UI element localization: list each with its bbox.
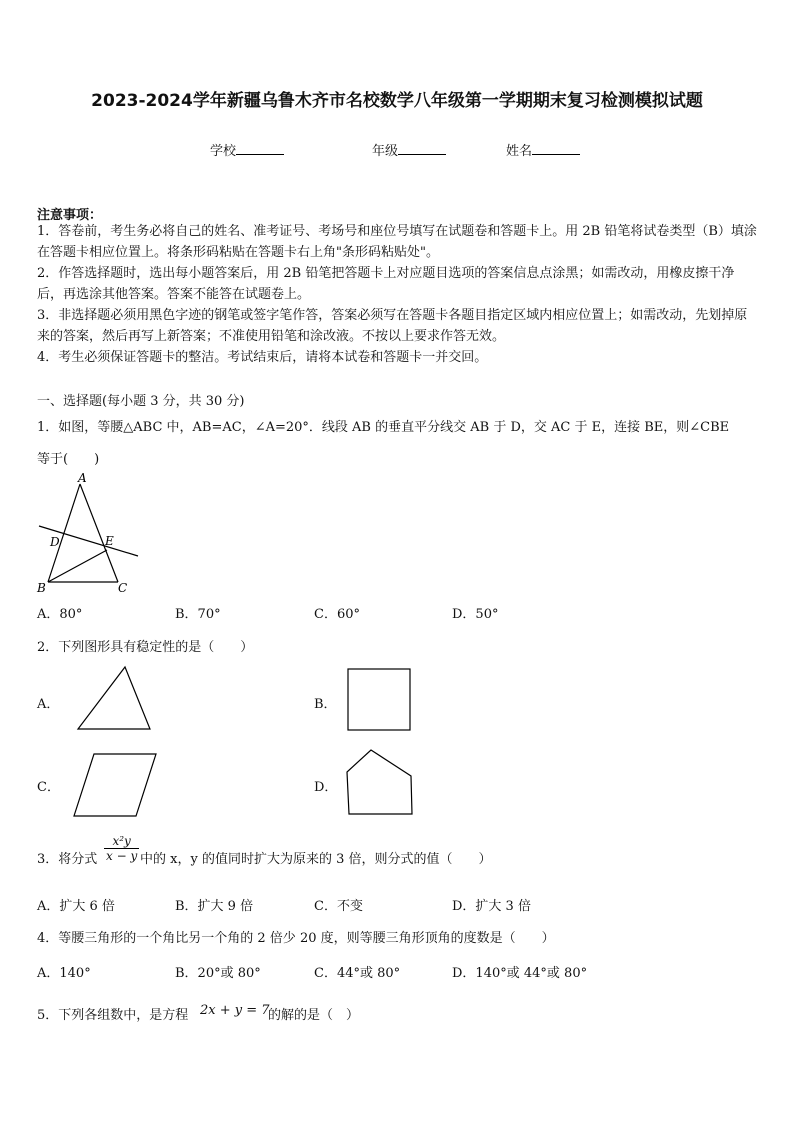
school-field bbox=[210, 140, 284, 159]
q3-option-c[interactable]: C．不变 bbox=[314, 899, 363, 914]
name-field bbox=[506, 140, 580, 159]
q3-fraction-numerator: x²y bbox=[104, 834, 139, 849]
q2-option-d-label[interactable]: D． bbox=[314, 780, 338, 795]
grade-label: 年级 bbox=[372, 144, 399, 159]
q1-option-d[interactable]: D．50° bbox=[452, 607, 499, 622]
notice-item-3: 3．非选择题必须用黑色字迹的钢笔或签字笔作答，答案必须写在答题卡各题目指定区域内相应位置上；如需改动，先划掉原来的答案，然后再写上新答案；不准使用铅笔和涂改液。不按以上要求作答无效。 bbox=[37, 308, 748, 344]
name-label: 姓名 bbox=[506, 144, 533, 159]
q4-option-a[interactable]: A．140° bbox=[37, 966, 91, 981]
q1-stem-line2: 等于( ) bbox=[37, 452, 100, 467]
notice-item-1: 1．答卷前，考生务必将自己的姓名、准考证号、考场号和座位号填写在试题卷和答题卡上。用 2B 铅笔将试卷类型（B）填涂在答题卡相应位置上。将条形码粘贴在答题卡右上角"条形码粘贴处"。 bbox=[37, 224, 757, 260]
q1-option-c[interactable]: C．60° bbox=[314, 607, 360, 622]
q1-option-a[interactable]: A．80° bbox=[37, 607, 83, 622]
notice-heading: 注意事项： bbox=[37, 208, 103, 223]
q5-stem-suffix: 的解的是（ ） bbox=[268, 1008, 360, 1023]
q1-triangle-figure bbox=[34, 470, 146, 596]
q3-option-b[interactable]: B．扩大 9 倍 bbox=[175, 899, 254, 914]
q3-stem-suffix: 中的 x，y 的值同时扩大为原来的 3 倍，则分式的值（ ） bbox=[140, 852, 492, 867]
q4-option-c[interactable]: C．44°或 80° bbox=[314, 966, 401, 981]
grade-field bbox=[372, 140, 446, 159]
q2-option-a-label[interactable]: A． bbox=[37, 697, 60, 712]
q3-stem-prefix: 3．将分式 bbox=[37, 852, 98, 867]
fig-label-a: A bbox=[78, 471, 87, 485]
q2-square-shape bbox=[344, 666, 414, 734]
q2-parallelogram-shape bbox=[72, 750, 160, 820]
exam-title: 2023-2024学年新疆乌鲁木齐市名校数学八年级第一学期期末复习检测模拟试题 bbox=[91, 91, 703, 111]
q2-pentagon-shape bbox=[343, 747, 417, 817]
q4-stem: 4．等腰三角形的一个角比另一个角的 2 倍少 20 度，则等腰三角形顶角的度数是（ ） bbox=[37, 931, 555, 946]
q3-fraction bbox=[104, 834, 139, 863]
school-label: 学校 bbox=[210, 144, 237, 159]
q1-stem-line1: 1．如图，等腰△ABC 中，AB=AC，∠A=20°．线段 AB 的垂直平分线交 AB 于 D，交 AC 于 E，连接 BE，则∠CBE bbox=[37, 420, 730, 435]
q3-option-a[interactable]: A．扩大 6 倍 bbox=[37, 899, 115, 914]
fig-label-e: E bbox=[105, 534, 114, 548]
fig-label-c: C bbox=[118, 581, 128, 595]
fig-label-b: B bbox=[37, 581, 46, 595]
name-blank[interactable] bbox=[532, 142, 580, 155]
q2-option-c-label[interactable]: C． bbox=[37, 780, 60, 795]
q3-option-d[interactable]: D．扩大 3 倍 bbox=[452, 899, 531, 914]
notice-item-4: 4．考生必须保证答题卡的整洁。考试结束后，请将本试卷和答题卡一并交回。 bbox=[37, 350, 488, 365]
fig-label-d: D bbox=[50, 535, 60, 549]
q4-option-b[interactable]: B．20°或 80° bbox=[175, 966, 261, 981]
q5-stem-prefix: 5．下列各组数中，是方程 bbox=[37, 1008, 189, 1023]
q1-option-b[interactable]: B．70° bbox=[175, 607, 221, 622]
q2-triangle-shape bbox=[74, 664, 154, 732]
school-blank[interactable] bbox=[236, 142, 284, 155]
q5-equation: 2x + y = 7 bbox=[200, 1003, 270, 1018]
notice-item-2: 2．作答选择题时，选出每小题答案后，用 2B 铅笔把答题卡上对应题目选项的答案信息点涂黑；如需改动，用橡皮擦干净后，再选涂其他答案。答案不能答在试题卷上。 bbox=[37, 266, 735, 302]
q2-option-b-label[interactable]: B． bbox=[314, 697, 337, 712]
q4-option-d[interactable]: D．140°或 44°或 80° bbox=[452, 966, 588, 981]
grade-blank[interactable] bbox=[398, 142, 446, 155]
section-heading: 一、选择题(每小题 3 分，共 30 分) bbox=[37, 394, 245, 409]
q2-stem: 2．下列图形具有稳定性的是（ ） bbox=[37, 640, 254, 655]
q3-fraction-denominator: x − y bbox=[106, 849, 138, 863]
